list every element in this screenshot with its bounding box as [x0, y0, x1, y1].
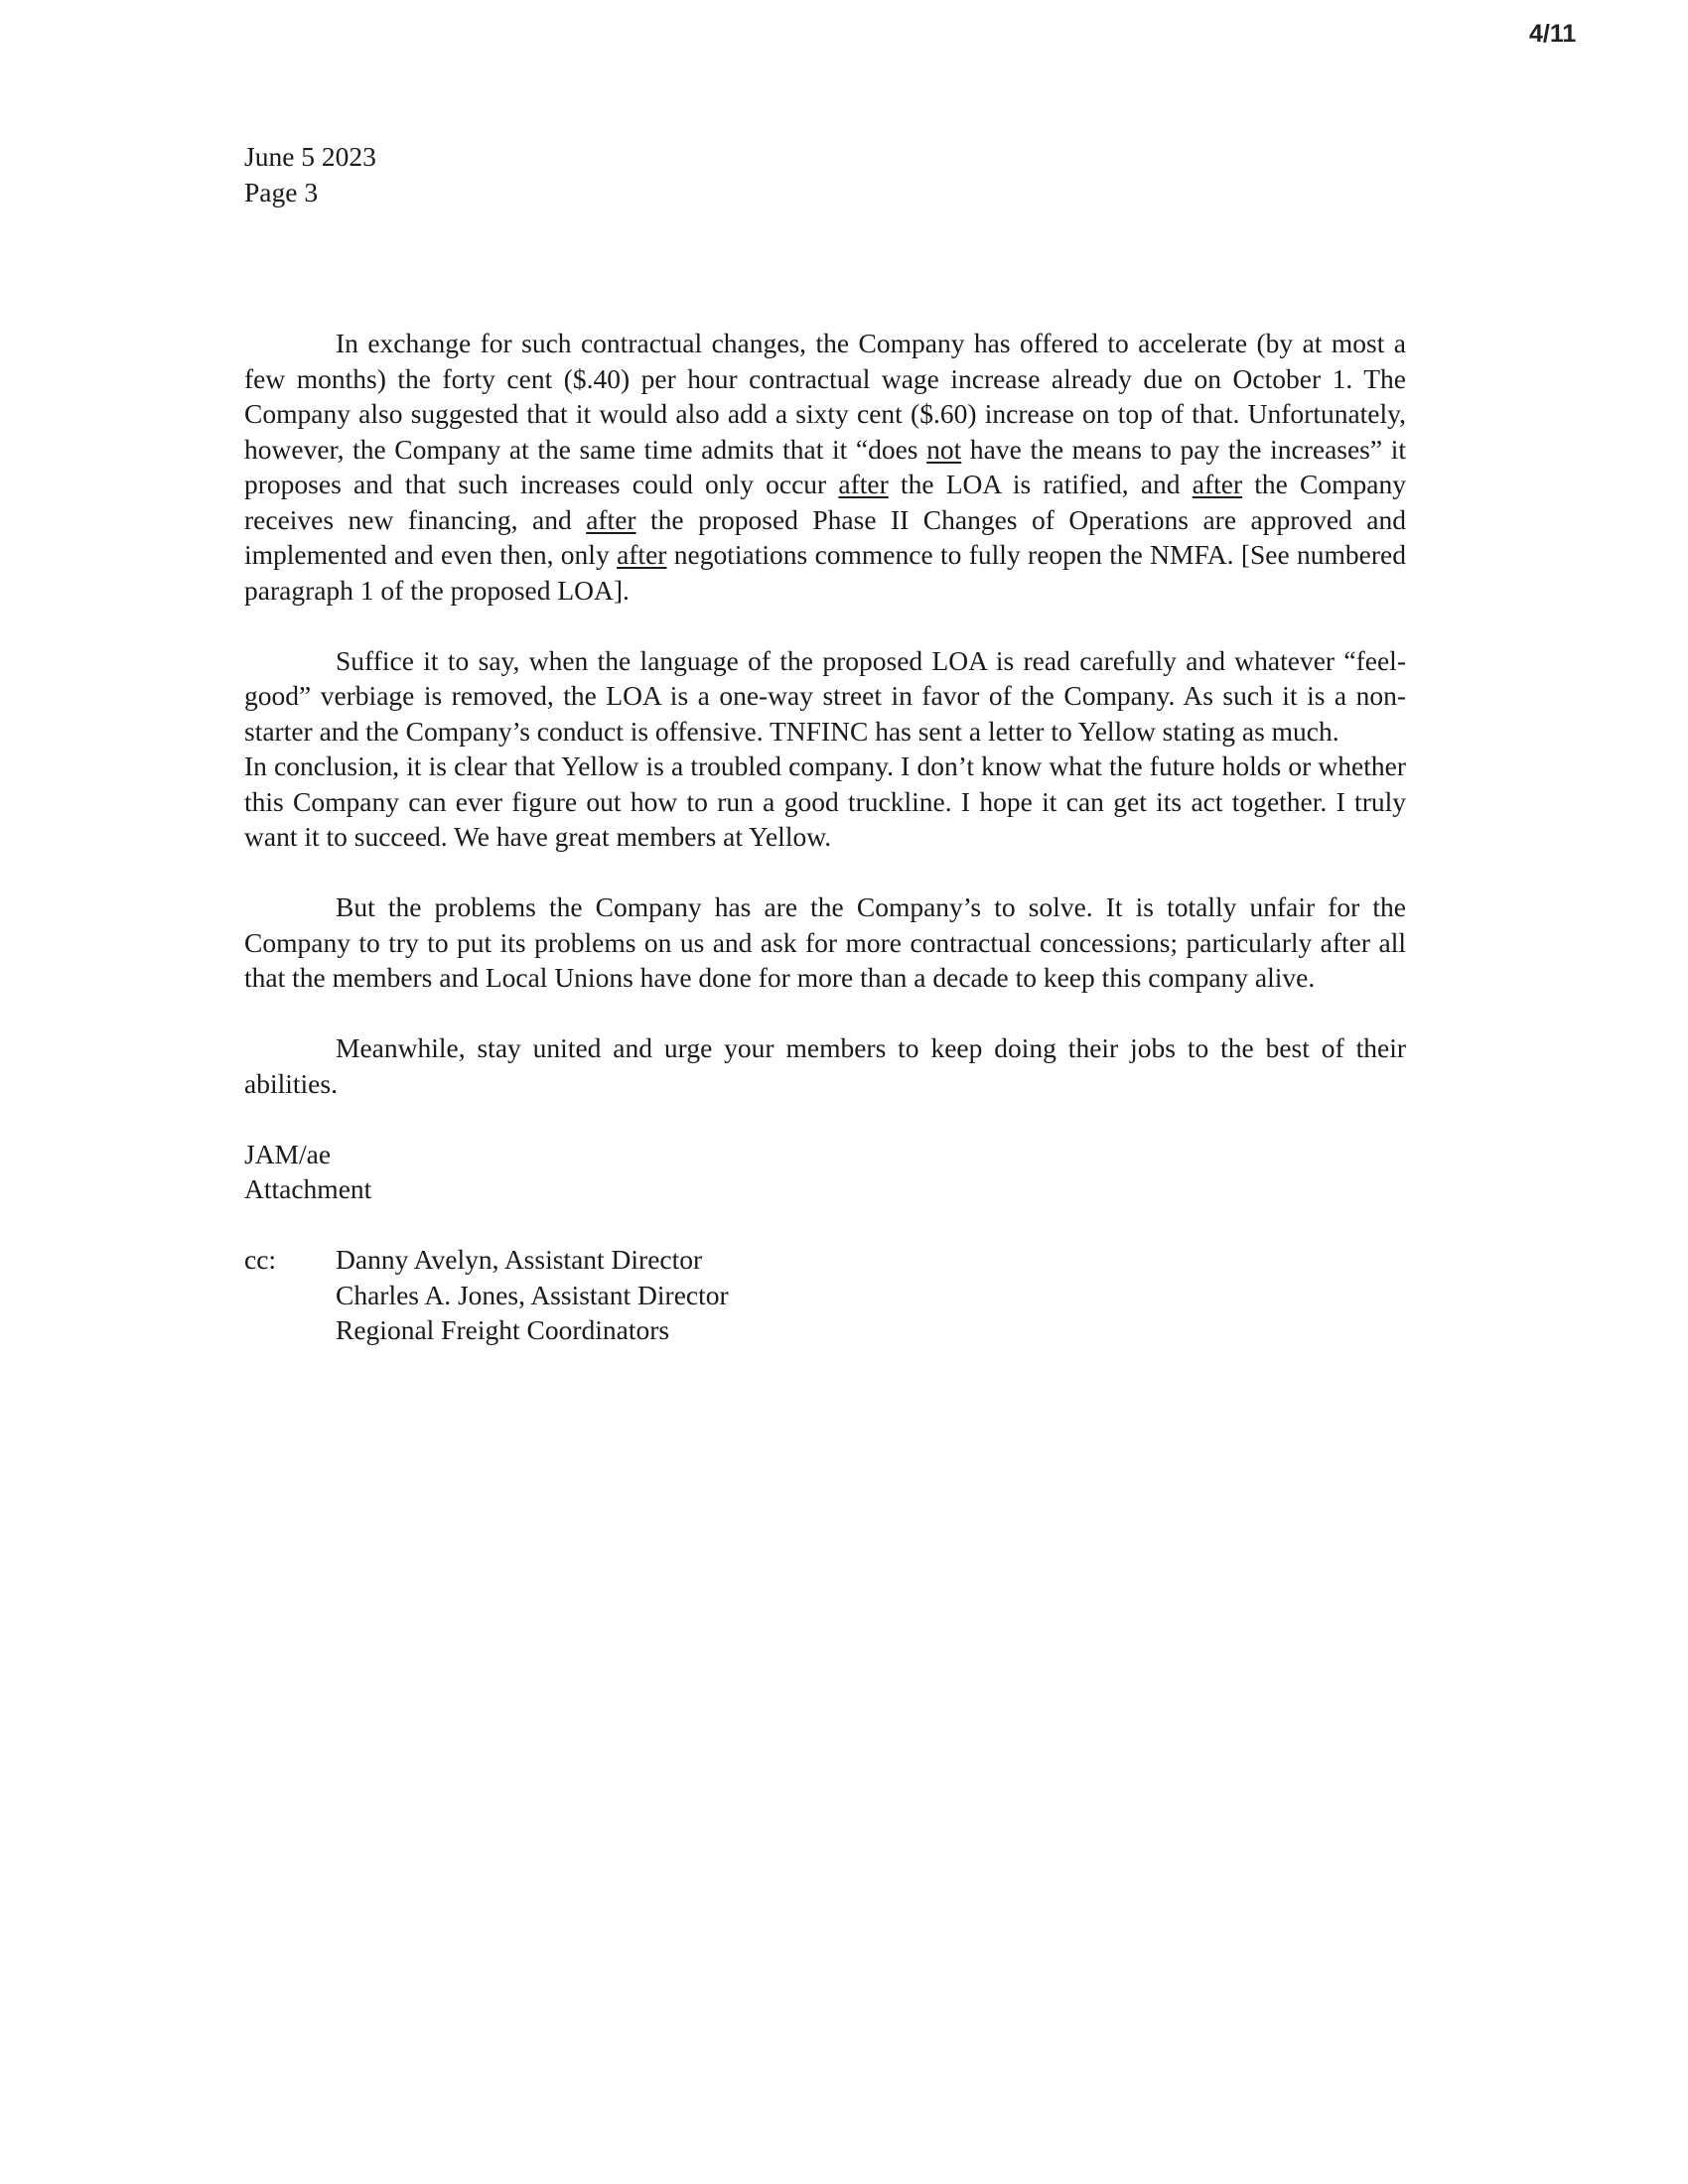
emphasis-after-3: after [586, 503, 636, 535]
cc-label: cc: [244, 1244, 277, 1275]
letter-body [244, 139, 1406, 1348]
attachment-note: Attachment [244, 1173, 372, 1204]
paragraph-conclusion: In conclusion, it is clear that Yellow is a troubled company. I don’t know what the future holds or whether this Company can ever figure out how to run a good truckline. I hope it can get its act together. I truly want it to succeed. We have great members at Yellow. [244, 751, 1406, 852]
letter-page-label: Page 3 [244, 176, 319, 207]
paragraph-company-problems: But the problems the Company has are the Company’s to solve. It is totally unfair for the Company to try to put its problems on us and ask for more contractual concessions; particularly after all that the members and Local Unions have done for more than a decade to keep this company alive. [244, 891, 1406, 993]
emphasis-after-2: after [1192, 469, 1243, 499]
emphasis-after-4: after [617, 539, 667, 570]
paragraph-stay-united: Meanwhile, stay united and urge your members to keep doing their jobs to the best of their abilities. [244, 1032, 1406, 1099]
cc-block [244, 1242, 1406, 1348]
letter-header [244, 139, 1406, 209]
paragraph-loa-assessment: Suffice it to say, when the language of the proposed LOA is read carefully and whatever “feel-good” verbiage is removed, the LOA is a one-way street in favor of the Company. As such it is a non-starter and the Company’s conduct is offensive. TNFINC has sent a letter to Yellow stating as much. [244, 644, 1406, 747]
emphasis-not: not [926, 433, 962, 465]
paragraph-wage-offer: In exchange for such contractual changes, the Company has offered to accelerate (by at most a few months) the forty cent ($.40) per hour contractual wage increase already due on October 1. The Company also suggested that it would also add a sixty cent ($.60) increase on top of that. Unfortunately, however, the Company at the same time admits that it “does not have the means to pay the increases” it proposes and that such increases could only occur after the LOA is ratified, and after the Company receives new financing, and after the proposed Phase II Changes of Operations are approved and implemented and even then, only after negotiations commence to fully reopen the NMFA. [See numbered paragraph 1 of the proposed LOA]. [244, 328, 1406, 606]
signature-block [244, 1137, 1406, 1207]
letter-date: June 5 2023 [244, 141, 376, 172]
cc-list [336, 1242, 1406, 1348]
author-initials: JAM/ae [244, 1138, 332, 1169]
emphasis-after-1: after [838, 469, 889, 499]
cc-recipient: Danny Avelyn, Assistant Director [336, 1244, 703, 1275]
cc-recipient: Regional Freight Coordinators [336, 1314, 670, 1345]
page-number: 4/11 [1529, 20, 1577, 48]
cc-recipient: Charles A. Jones, Assistant Director [336, 1279, 729, 1310]
